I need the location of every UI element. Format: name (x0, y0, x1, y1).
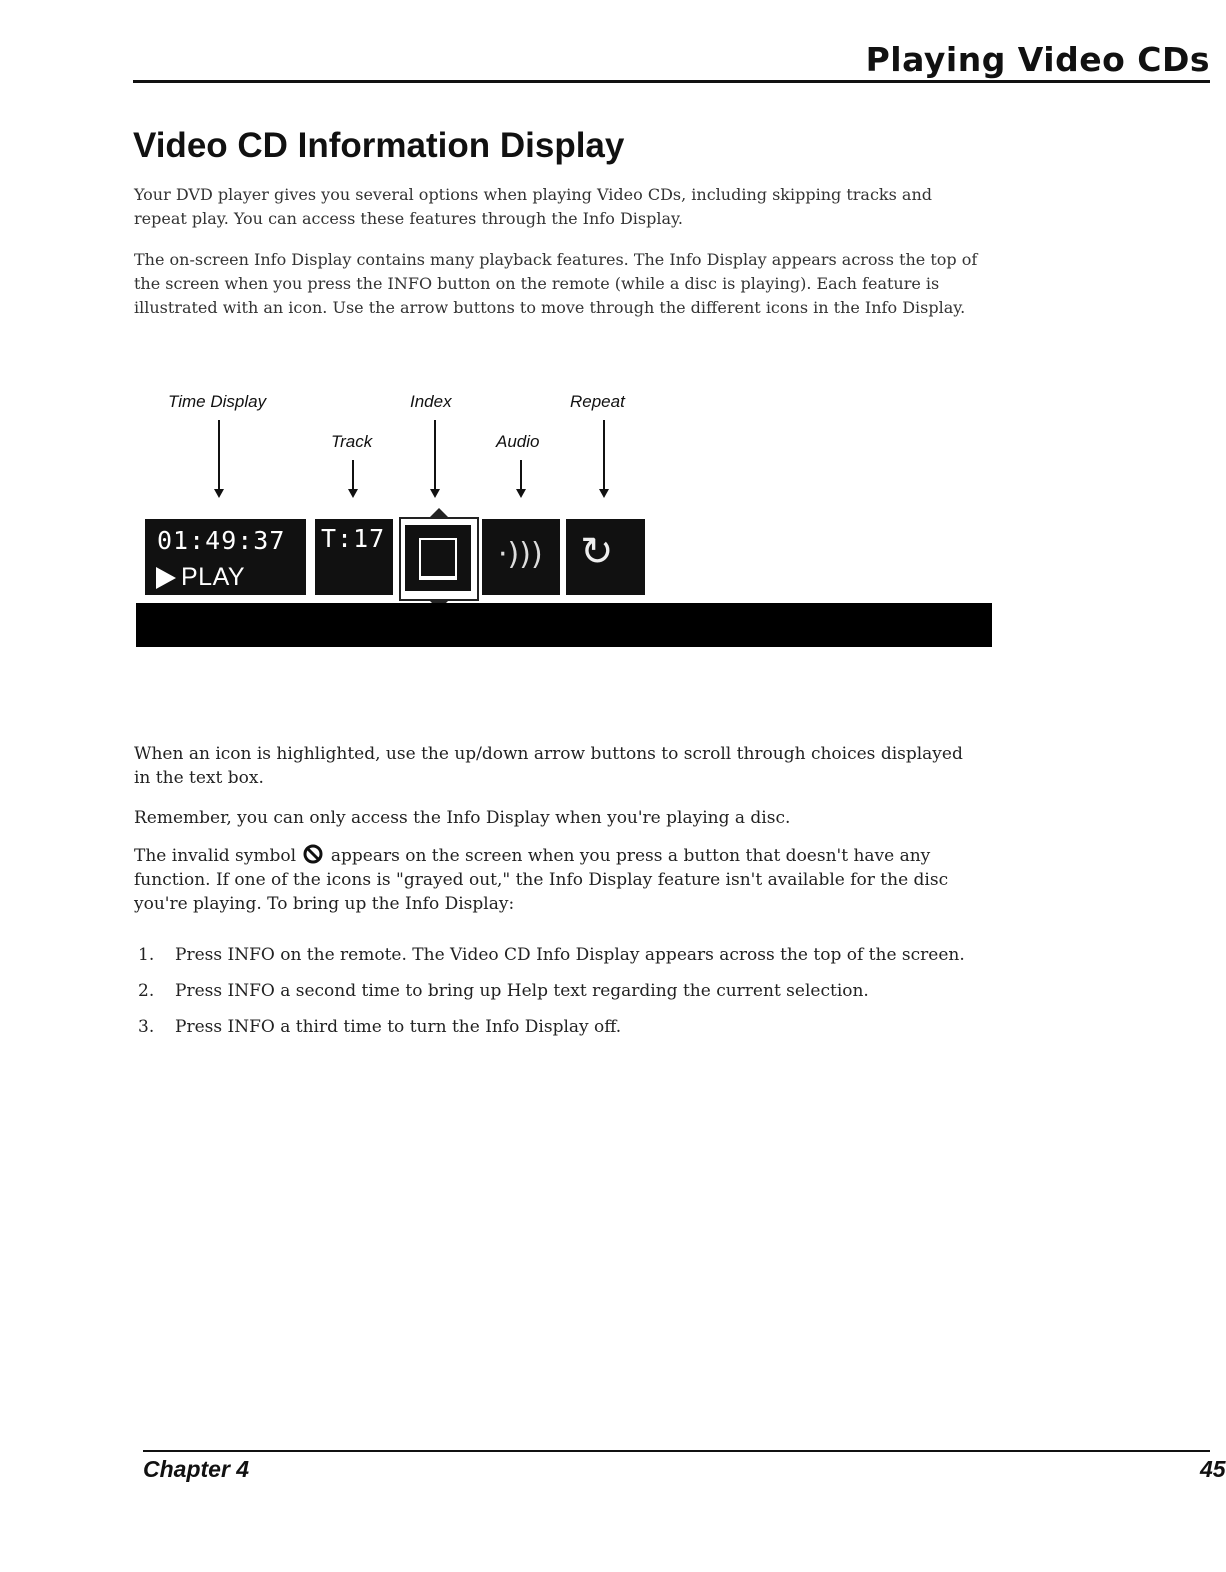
header-rule (133, 80, 1210, 83)
invalid-symbol-icon (303, 844, 323, 864)
info-display-paragraph: The on-screen Info Display contains many playback features. The Info Display appears across the top of the screen when you press the INFO button on the remote (while a disc is playing). Each feature is illustrated with an icon. Use the arrow buttons to move through the different icons in the Info Display. (134, 250, 978, 317)
repeat-arrow-icon: ↻ (580, 529, 614, 575)
track-tile (315, 519, 393, 595)
remember-paragraph: Remember, you can only access the Info Display when you're playing a disc. (134, 808, 791, 828)
track-pointer-arrow (352, 460, 354, 490)
chapter-header-title: Playing Video CDs (865, 40, 1210, 79)
time-value: 01:49:37 (157, 526, 286, 555)
invalid-text-after: appears on the screen when you press a button that doesn't have any function. If one of the icons is "grayed out," the Info Display feature isn't available for the disc you're playing. To bring up the Info Display: (134, 846, 949, 914)
footer-page-number: 45 (1200, 1456, 1226, 1482)
play-label: PLAY (181, 563, 246, 591)
index-box-icon (419, 538, 457, 580)
step-text: Press INFO on the remote. The Video CD Info Display appears across the top of the screen. (175, 945, 965, 965)
callout-track: Track (331, 432, 373, 451)
index-icon-background (405, 525, 471, 591)
time-display-tile (145, 519, 306, 595)
callout-index: Index (410, 392, 452, 411)
repeat-pointer-arrow (603, 420, 605, 490)
list-item (134, 943, 984, 979)
up-arrow-icon (429, 508, 449, 518)
intro-paragraph: Your DVD player gives you several options when playing Video CDs, including skipping tracks and repeat play. You can access these features through the Info Display. (134, 185, 932, 228)
list-item (134, 1015, 984, 1051)
step-number: 3. (138, 1017, 155, 1037)
index-tile (399, 517, 479, 601)
invalid-text-before: The invalid symbol (134, 846, 297, 866)
info-text-box-bar (136, 603, 992, 647)
audio-sound-icon: ·))) (498, 537, 543, 572)
info-display-diagram (134, 380, 994, 652)
footer-rule (143, 1450, 1210, 1452)
track-value: T:17 (321, 524, 386, 553)
audio-tile (482, 519, 560, 595)
footer-chapter-label: Chapter 4 (143, 1456, 250, 1482)
invalid-symbol-paragraph (134, 844, 984, 916)
step-text: Press INFO a third time to turn the Info Display off. (175, 1017, 622, 1037)
index-pointer-arrow (434, 420, 436, 490)
time-display-pointer-arrow (218, 420, 220, 490)
highlighted-paragraph: When an icon is highlighted, use the up/down arrow buttons to scroll through choices displayed in the text box. (134, 744, 963, 788)
list-item (134, 979, 984, 1015)
callout-repeat: Repeat (570, 392, 625, 411)
callout-audio: Audio (496, 432, 540, 451)
callout-time-display: Time Display (168, 392, 267, 411)
steps-list (134, 943, 984, 1051)
audio-pointer-arrow (520, 460, 522, 490)
page-title: Video CD Information Display (133, 126, 625, 165)
step-number: 1. (138, 945, 155, 965)
repeat-tile (566, 519, 645, 595)
play-icon (156, 567, 176, 589)
step-number: 2. (138, 981, 155, 1001)
step-text: Press INFO a second time to bring up Help text regarding the current selection. (175, 981, 869, 1001)
